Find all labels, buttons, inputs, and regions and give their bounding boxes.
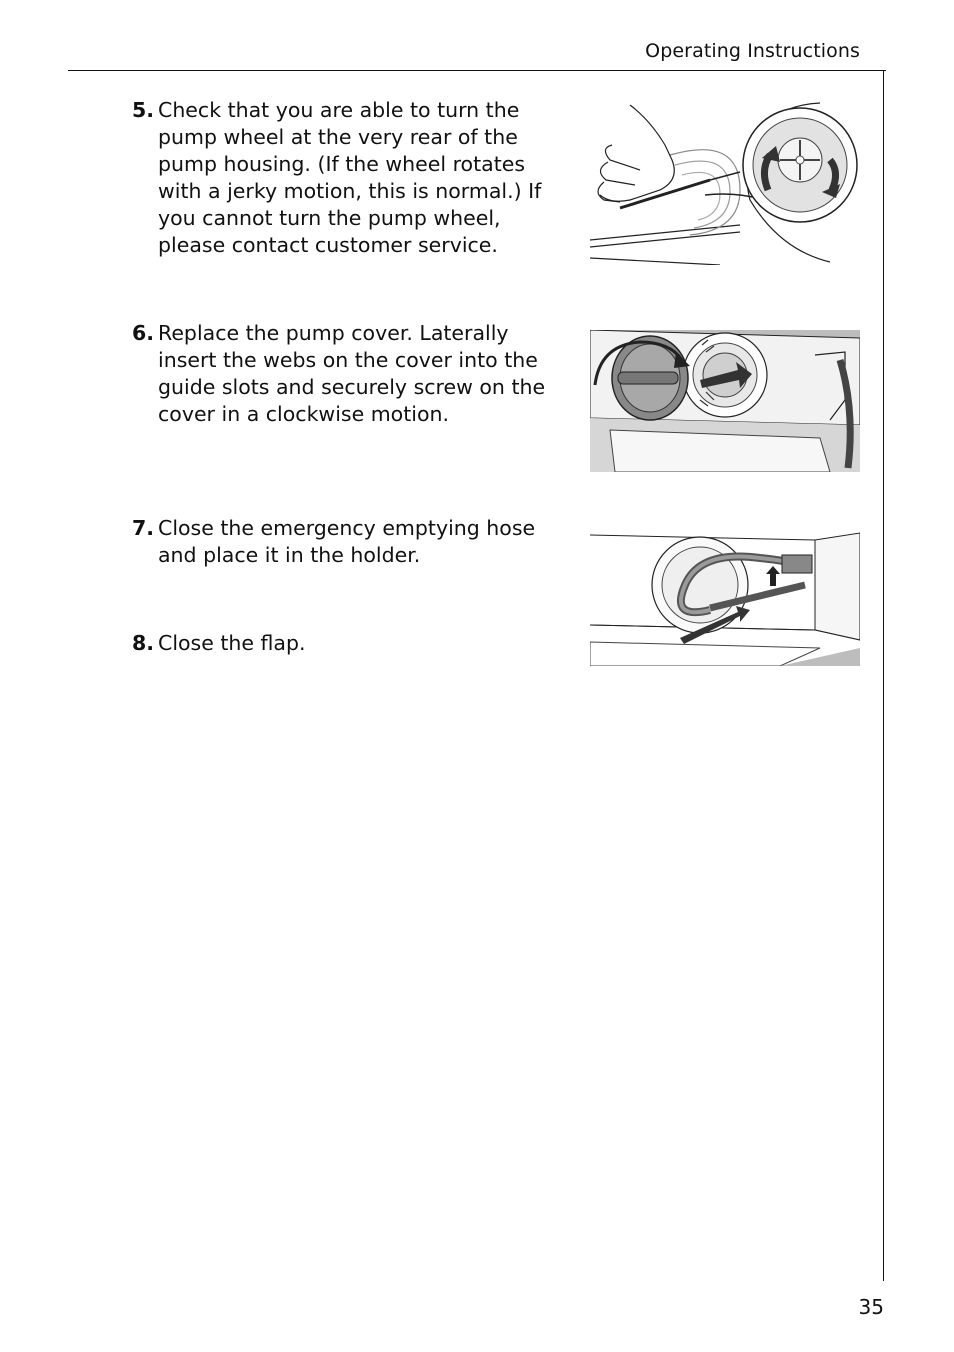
- step-text: Check that you are able to turn the pump wheel at the very rear of the pump housing. (If the wheel rotates with a jerky motion, this is normal.) If you cannot turn the pump wheel, please contact customer service.: [158, 98, 542, 257]
- step-8: [132, 630, 552, 657]
- pump-cover-illustration: [590, 330, 860, 472]
- step-number: 8.: [132, 631, 155, 655]
- step-6: [132, 320, 552, 428]
- margin-rule: [883, 70, 884, 1281]
- step-number: 6.: [132, 321, 155, 345]
- page-number: 35: [858, 1295, 884, 1319]
- step-text: Replace the pump cover. Laterally insert the webs on the cover into the guide slots and securely screw on the cover in a clockwise motion.: [158, 321, 546, 426]
- step-5: [132, 97, 552, 259]
- step-text: Close the emergency emptying hose and place it in the holder.: [158, 516, 536, 567]
- page-header: Operating Instructions: [645, 40, 860, 62]
- step-7: [132, 515, 552, 569]
- step-number: 7.: [132, 516, 155, 540]
- step-text: Close the flap.: [158, 631, 306, 655]
- emptying-hose-illustration: [590, 530, 860, 666]
- header-rule: [68, 70, 886, 71]
- step-number: 5.: [132, 98, 155, 122]
- pump-wheel-illustration: [590, 100, 860, 265]
